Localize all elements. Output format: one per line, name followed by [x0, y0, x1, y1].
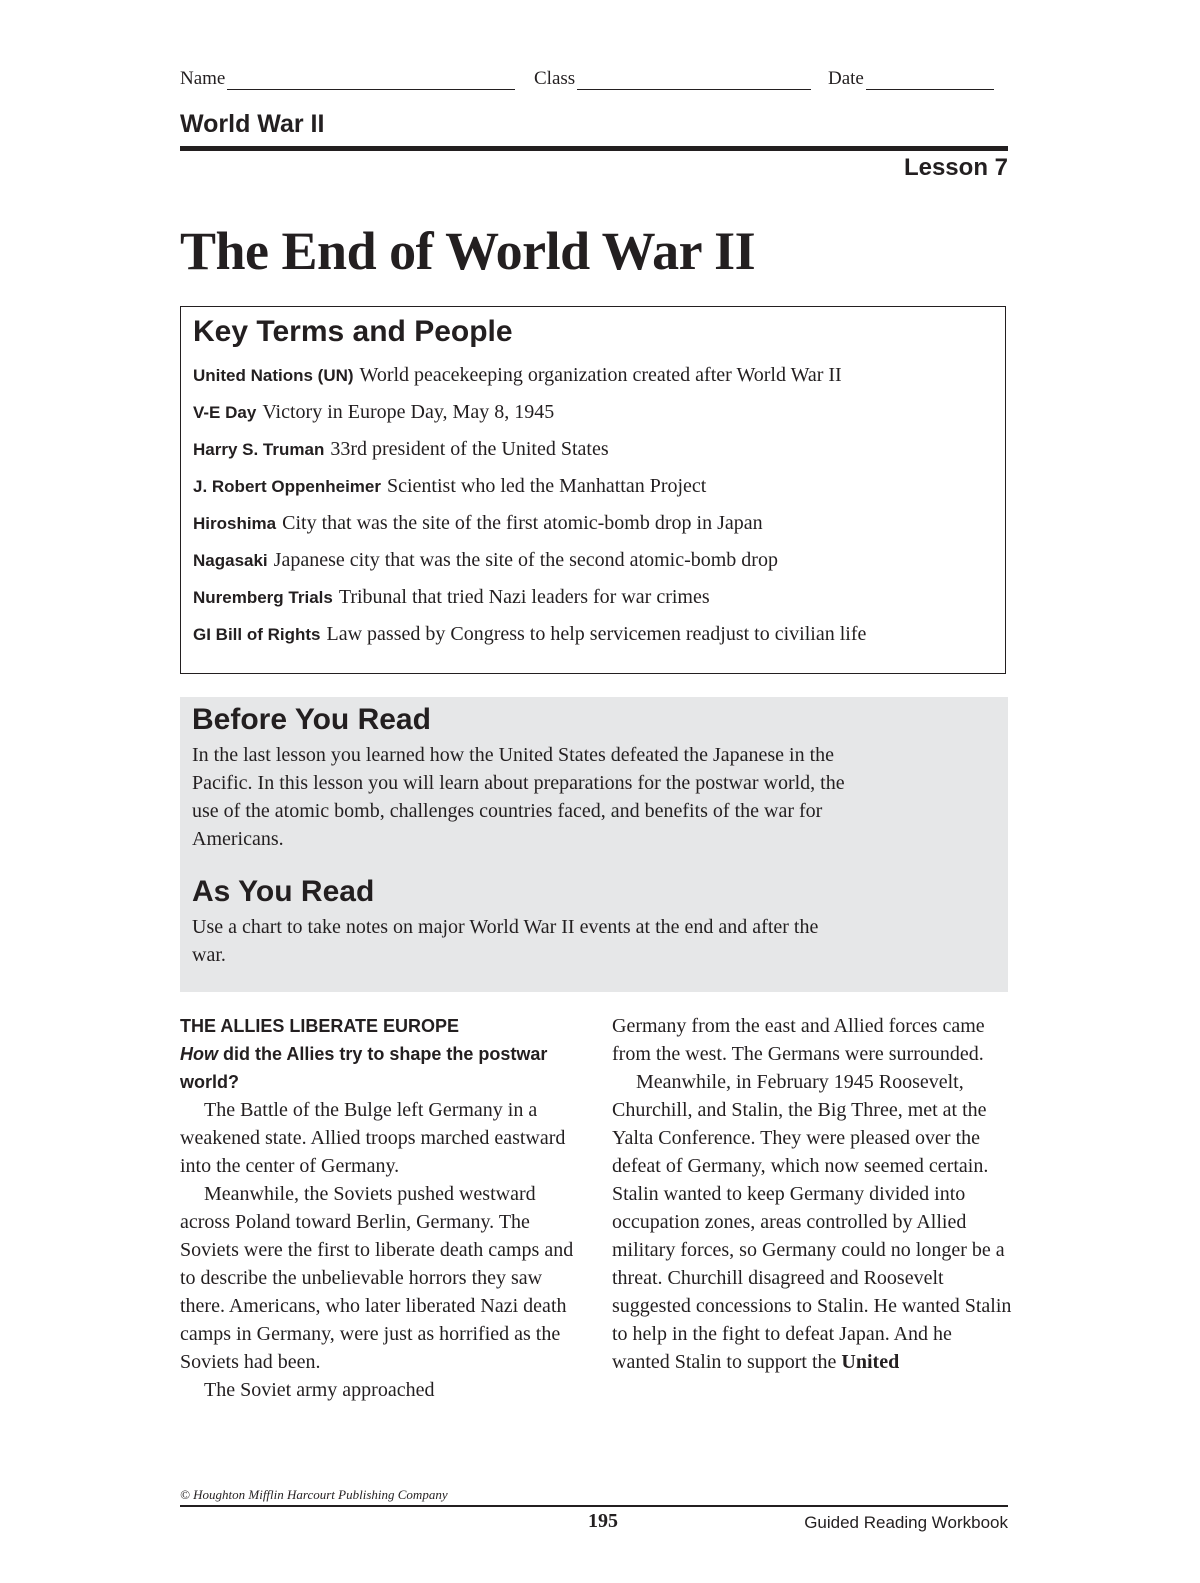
- term-item: [193, 435, 993, 464]
- class-label: Class: [534, 68, 576, 89]
- before-you-read-heading: Before You Read: [192, 703, 431, 736]
- question-emphasis: How: [180, 1044, 218, 1064]
- term-definition: 33rd president of the United States: [330, 438, 609, 460]
- before-you-read-text: In the last lesson you learned how the United States defeated the Japanese in the Pacific. In this lesson you will learn about preparations for the postwar world, the use of the atomic bomb, challenges countries faced, and benefits of the war for Americans.: [192, 744, 845, 850]
- term-name: GI Bill of Rights: [193, 625, 321, 644]
- body-paragraph: The Soviet army approached: [204, 1379, 435, 1401]
- body-column-right: [612, 1012, 1012, 1376]
- workbook-title: Guided Reading Workbook: [804, 1513, 1008, 1532]
- page-number: 195: [588, 1510, 618, 1532]
- footer-rule: [180, 1505, 1008, 1507]
- term-name: V-E Day: [193, 403, 257, 422]
- term-item: [193, 472, 993, 501]
- term-item: [193, 546, 993, 575]
- term-definition: City that was the site of the first atomic-bomb drop in Japan: [282, 512, 763, 534]
- page-title: The End of World War II: [180, 221, 756, 281]
- term-item: [193, 398, 993, 427]
- section-question: [180, 1040, 580, 1096]
- date-field[interactable]: [828, 68, 994, 90]
- name-field[interactable]: [180, 68, 515, 90]
- term-definition: World peacekeeping organization created after World War II: [359, 364, 842, 386]
- name-label: Name: [180, 68, 226, 89]
- term-item: [193, 361, 993, 390]
- term-name: United Nations (UN): [193, 366, 354, 385]
- copyright: © Houghton Mifflin Harcourt Publishing Company: [180, 1487, 448, 1502]
- term-name: Harry S. Truman: [193, 440, 325, 459]
- term-definition: Law passed by Congress to help servicemen readjust to civilian life: [326, 623, 867, 645]
- date-line[interactable]: [866, 69, 994, 90]
- reading-guide-box: [180, 697, 1008, 992]
- question-text: did the Allies try to shape the postwar world?: [180, 1044, 548, 1092]
- term-name: Nagasaki: [193, 551, 268, 570]
- as-you-read-text: Use a chart to take notes on major World War II events at the end and after the war.: [192, 916, 819, 966]
- body-paragraph: Meanwhile, the Soviets pushed westward across Poland toward Berlin, Germany. The Soviets were the first to liberate death camps and to describe the unbelievable horrors they saw there. Americans, who later liberated Nazi death camps in Germany, were just as horrified as the Soviets had been.: [180, 1183, 574, 1373]
- term-item: [193, 583, 993, 612]
- name-line[interactable]: [227, 69, 515, 90]
- term-name: J. Robert Oppenheimer: [193, 477, 381, 496]
- date-label: Date: [828, 68, 864, 89]
- term-definition: Tribunal that tried Nazi leaders for war crimes: [338, 586, 710, 608]
- term-name: Nuremberg Trials: [193, 588, 333, 607]
- term-definition: Scientist who led the Manhattan Project: [386, 475, 707, 497]
- term-item: [193, 620, 973, 649]
- term-definition: Japanese city that was the site of the second atomic-bomb drop: [273, 549, 778, 571]
- header-rule: [180, 146, 1008, 151]
- class-line[interactable]: [577, 69, 811, 90]
- as-you-read-heading: As You Read: [192, 875, 375, 908]
- body-paragraph: The Battle of the Bulge left Germany in a weakened state. Allied troops marched eastward into the center of Germany.: [180, 1099, 566, 1177]
- term-item: [193, 509, 993, 538]
- class-field[interactable]: [534, 68, 811, 90]
- section-heading: THE ALLIES LIBERATE EUROPE: [180, 1016, 460, 1036]
- bold-term: United: [841, 1351, 900, 1373]
- lesson-label: Lesson 7: [903, 154, 1008, 181]
- body-paragraph: Germany from the east and Allied forces came from the west. The Germans were surrounded.: [612, 1015, 985, 1065]
- key-terms-heading: Key Terms and People: [193, 315, 513, 348]
- key-terms-box: [180, 306, 1006, 674]
- term-definition: Victory in Europe Day, May 8, 1945: [262, 401, 555, 423]
- unit-title: World War II: [180, 110, 325, 138]
- paragraph-text: Meanwhile, in February 1945 Roosevelt, Churchill, and Stalin, the Big Three, met at the Yalta Conference. They were pleased over the defeat of Germany, which now seemed certain. Stalin wanted to keep Germany divided into occupation zones, areas controlled by Allied military forces, so Germany could no longer be a threat. Churchill disagreed and Roosevelt suggested concessions to Stalin. He wanted Stalin to help in the fight to defeat Japan. And he wanted Stalin to support the: [612, 1071, 1012, 1373]
- term-name: Hiroshima: [193, 514, 277, 533]
- body-paragraph: [612, 1068, 1012, 1376]
- body-column-left: [180, 1012, 580, 1404]
